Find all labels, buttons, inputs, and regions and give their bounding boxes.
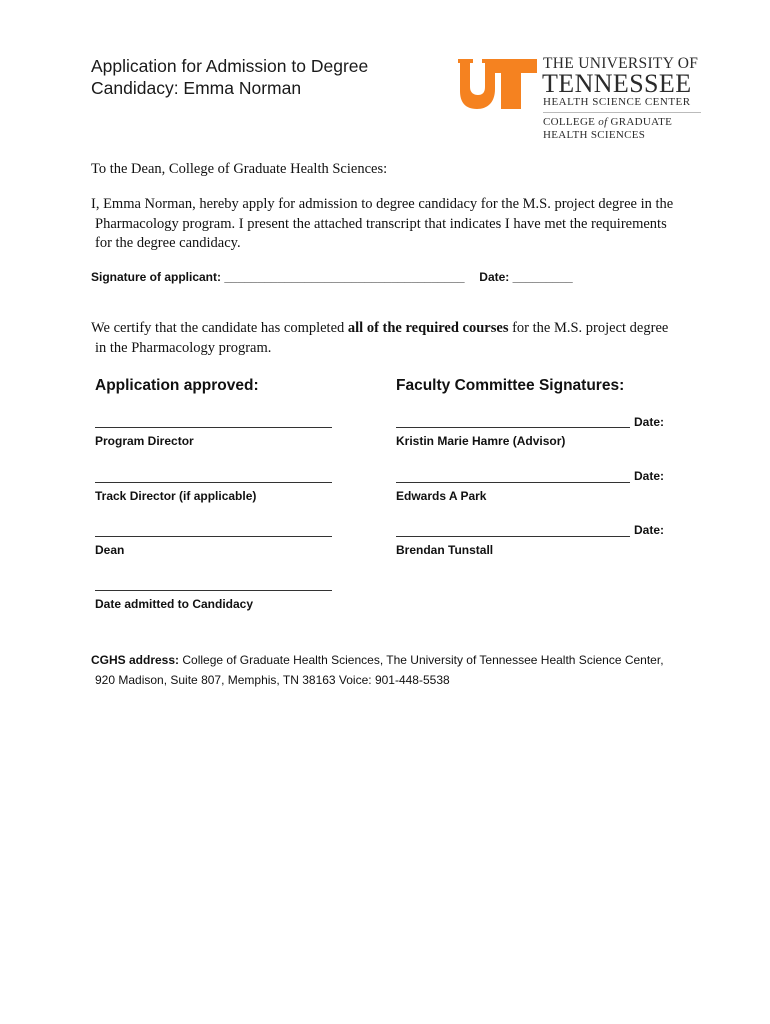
track-director-signature-line[interactable] xyxy=(95,482,332,483)
certify-line-2: in the Pharmacology program. xyxy=(95,339,272,356)
greeting: To the Dean, College of Graduate Health Sciences: xyxy=(91,161,388,177)
statement-line-3: for the degree candidacy. xyxy=(95,235,241,251)
dean-signature-line[interactable] xyxy=(95,536,332,537)
title-line-1: Application for Admission to Degree xyxy=(91,56,369,76)
date-admitted-label: Date admitted to Candidacy xyxy=(95,597,254,611)
page-title xyxy=(91,55,431,99)
cghs-address xyxy=(91,651,711,690)
logo-line-1: THE UNIVERSITY OF xyxy=(543,55,699,72)
university-logo xyxy=(455,55,705,145)
applicant-signature-field[interactable]: Signature of applicant: ____________________________________ xyxy=(91,270,465,284)
program-director-signature-line[interactable] xyxy=(95,427,332,428)
faculty-member-2: Edwards A Park xyxy=(396,489,487,503)
logo-line-5: HEALTH SCIENCES xyxy=(543,129,646,141)
faculty-signature-line-2[interactable] xyxy=(396,482,630,483)
program-director-label: Program Director xyxy=(95,434,194,448)
date-admitted-line[interactable] xyxy=(95,590,332,591)
applicant-date-field[interactable]: Date: _________ xyxy=(479,270,573,284)
ut-logo-mark-icon xyxy=(455,57,537,109)
faculty-signature-line-1[interactable] xyxy=(396,427,630,428)
logo-divider xyxy=(543,112,701,113)
application-approved-heading: Application approved: xyxy=(95,377,259,394)
faculty-date-label-3: Date: xyxy=(634,523,665,537)
faculty-signature-line-3[interactable] xyxy=(396,536,630,537)
dean-label: Dean xyxy=(95,543,125,557)
statement-line-1: I, Emma Norman, hereby apply for admission to degree candidacy for the M.S. project degree in the xyxy=(91,196,674,212)
faculty-date-label-2: Date: xyxy=(634,469,665,483)
address-line-1: CGHS address: College of Graduate Health Sciences, The University of Tennessee Health Science Center, xyxy=(91,653,664,667)
certify-line-1: We certify that the candidate has completed all of the required courses for the M.S. project degree xyxy=(91,320,669,336)
faculty-date-label-1: Date: xyxy=(634,415,665,429)
statement-line-2: Pharmacology program. I present the attached transcript that indicates I have met the requirements xyxy=(95,215,667,232)
certification-statement xyxy=(91,319,703,358)
address-line-2: 920 Madison, Suite 807, Memphis, TN 38163 Voice: 901-448-5538 xyxy=(95,672,450,687)
faculty-signatures-heading: Faculty Committee Signatures: xyxy=(396,377,625,394)
faculty-member-3: Brendan Tunstall xyxy=(396,543,494,557)
logo-line-4: COLLEGE of GRADUATE xyxy=(543,116,673,128)
applicant-signature-row xyxy=(91,270,573,284)
title-line-2: Candidacy: Emma Norman xyxy=(91,78,302,98)
track-director-label: Track Director (if applicable) xyxy=(95,489,257,503)
application-statement xyxy=(91,195,703,254)
faculty-member-1: Kristin Marie Hamre (Advisor) xyxy=(396,434,566,448)
logo-line-3: HEALTH SCIENCE CENTER xyxy=(543,96,691,108)
logo-line-2: TENNESSEE xyxy=(542,69,692,98)
